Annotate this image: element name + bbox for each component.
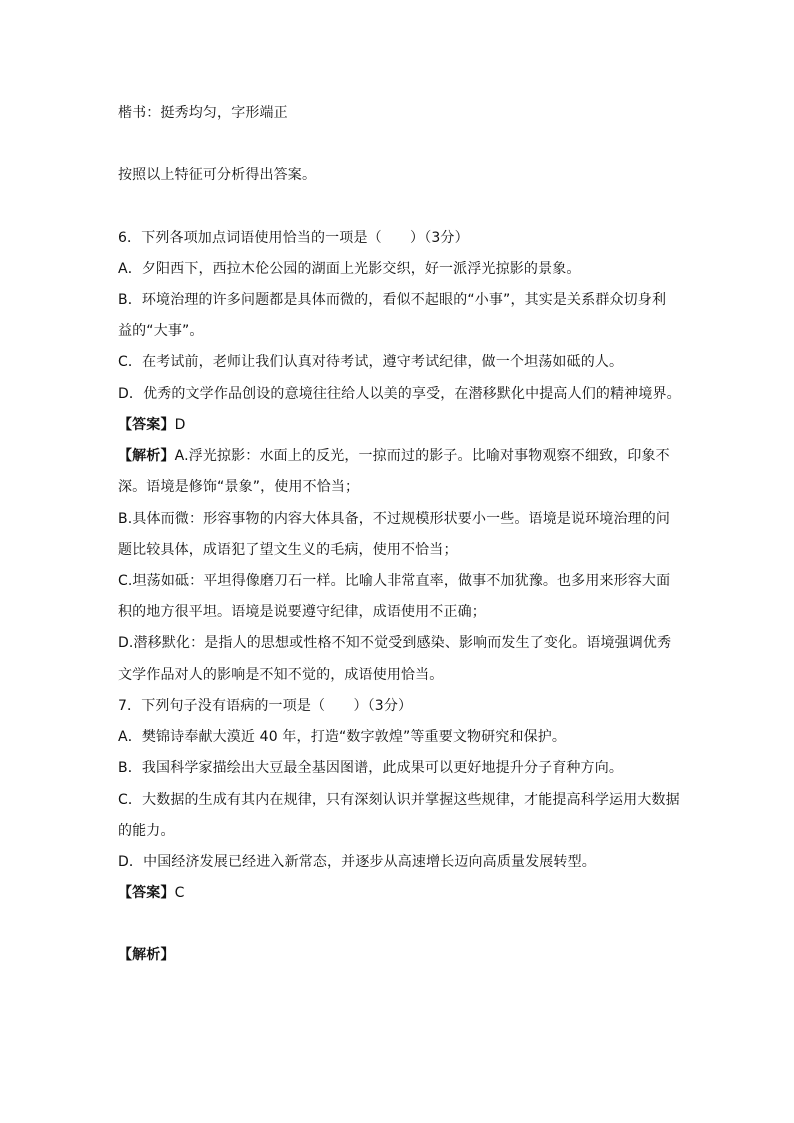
analysis-tag: 【解析】 [118, 448, 175, 464]
conclusion-line: 按照以上特征可分析得出答案。 [118, 167, 317, 183]
answer-tag: 【答案】 [118, 417, 175, 433]
analysis-tag: 【解析】 [118, 947, 175, 963]
question-6-analysis-b-line-2: 题比较具体，成语犯了望文生义的毛病，使用不恰当； [118, 542, 458, 558]
question-6-analysis-b-line-1: B.具体而微：形容事物的内容大体具备，不过规模形状要小一些。语境是说环境治理的问 [118, 511, 671, 527]
question-7-option-a: A．樊锦诗奉献大漠近 40 年，打造“数字敦煌”等重要文物研究和保护。 [118, 729, 567, 745]
question-6-option-a: A．夕阳西下，西拉木伦公园的湖面上光影交织，好一派浮光掠影的景象。 [118, 261, 581, 277]
answer-value: C [174, 885, 185, 901]
question-7-option-d: D．中国经济发展已经进入新常态，并逐步从高速增长迈向高质量发展转型。 [118, 854, 596, 870]
question-6-option-b-line-1: B．环境治理的许多问题都是具体而微的，看似不起眼的“小事”，其实是关系群众切身利 [118, 292, 667, 308]
question-6-analysis-c-line-2: 积的地方很平坦。语境是说要遵守纪律，成语使用不正确； [118, 604, 486, 620]
question-6-option-d: D．优秀的文学作品创设的意境往往给人以美的享受，在潜移默化中提高人们的精神境界。 [118, 386, 681, 402]
question-7-analysis [118, 945, 678, 965]
question-6-analysis-a-line-2: 深。语境是修饰“景象”，使用不恰当； [118, 479, 360, 495]
question-6-analysis-c-line-1: C.坦荡如砥：平坦得像磨刀石一样。比喻人非常直率，做事不加犹豫。也多用来形容大面 [118, 573, 671, 589]
question-7-option-b: B．我国科学家描绘出大豆最全基因图谱，此成果可以更好地提升分子育种方向。 [118, 760, 624, 776]
analysis-text: A.浮光掠影：水面上的反光，一掠而过的影子。比喻对事物观察不细致，印象不 [174, 448, 670, 464]
answer-tag: 【答案】 [118, 885, 175, 901]
question-6-analysis-a-line-1 [118, 446, 678, 466]
question-6-stem: 6．下列各项加点词语使用恰当的一项是（ ）（3分） [118, 230, 469, 246]
question-6-option-b-line-2: 益的“大事”。 [118, 323, 204, 339]
question-7-stem: 7．下列句子没有语病的一项是（ ）（3分） [118, 698, 413, 714]
kaishu-feature-line: 楷书：挺秀均匀，字形端正 [118, 105, 288, 121]
question-7-answer [118, 883, 678, 903]
question-6-option-c: C．在考试前，老师让我们认真对待考试，遵守考试纪律，做一个坦荡如砥的人。 [118, 354, 624, 370]
question-6-answer [118, 415, 678, 435]
question-7-option-c-line-2: 的能力。 [118, 823, 175, 839]
question-6-analysis-d-line-2: 文学作品对人的影响是不知不觉的，成语使用恰当。 [118, 667, 444, 683]
question-6-analysis-d-line-1: D.潜移默化：是指人的思想或性格不知不觉受到感染、影响而发生了变化。语境强调优秀 [118, 635, 672, 651]
answer-value: D [174, 417, 186, 433]
question-7-option-c-line-1: C．大数据的生成有其内在规律，只有深刻认识并掌握这些规律，才能提高科学运用大数据 [118, 792, 680, 808]
